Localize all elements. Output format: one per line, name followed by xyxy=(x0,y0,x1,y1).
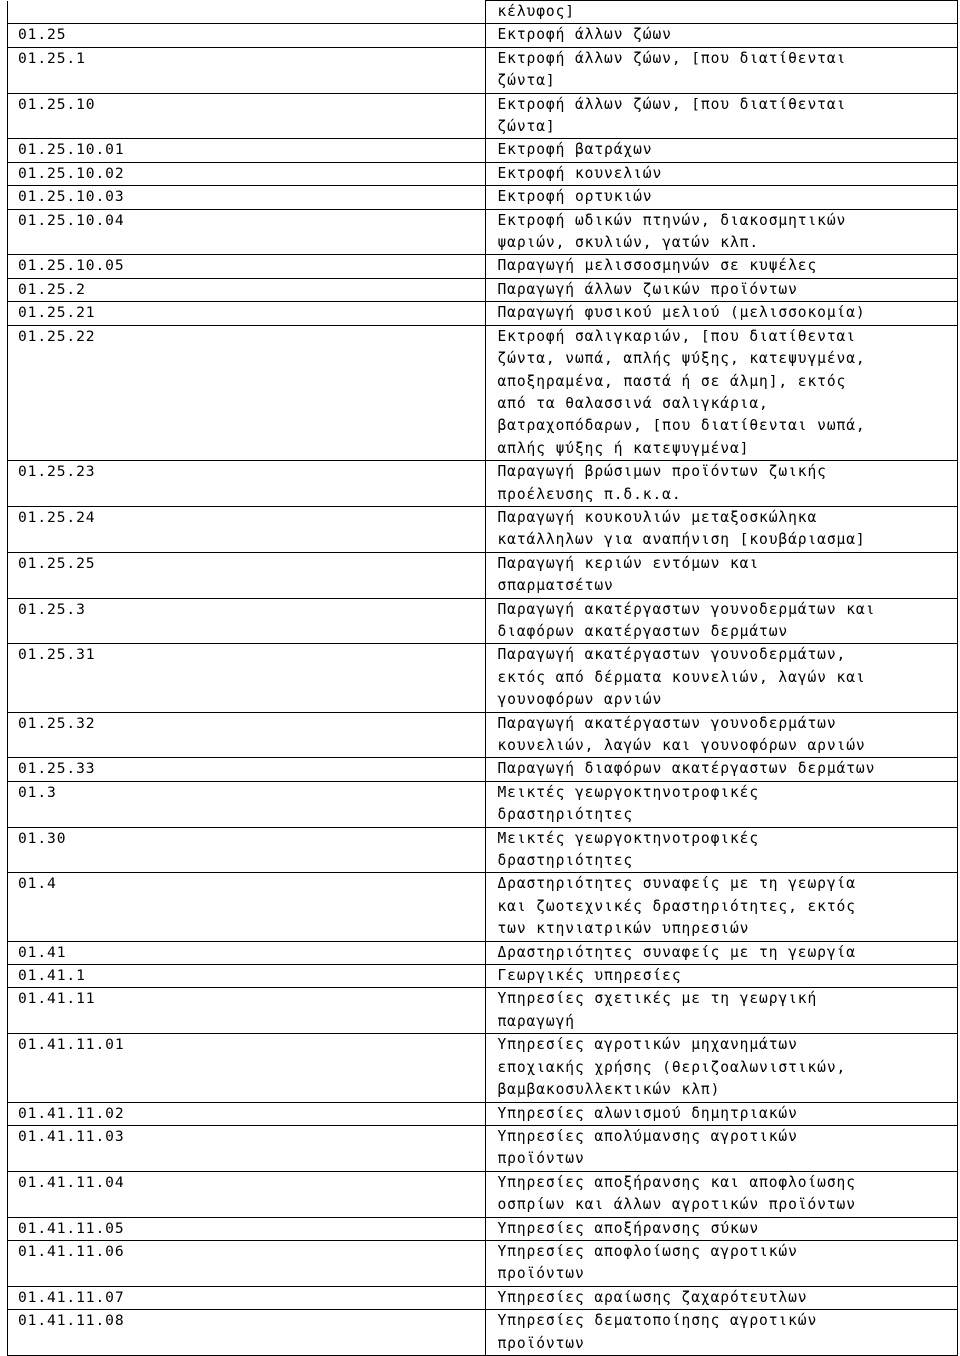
table-row xyxy=(8,209,958,255)
activity-description-cell: Παραγωγή ακατέργαστων γουνοδερμάτων κουνελιών, λαγών και γουνοφόρων αρνιών xyxy=(485,712,958,758)
activity-description-cell: Παραγωγή βρώσιμων προϊόντων ζωικής προέλευσης π.δ.κ.α. xyxy=(485,461,958,507)
activity-description-cell: Εκτροφή άλλων ζώων, [που διατίθενται ζώντα] xyxy=(485,47,958,93)
table-row xyxy=(8,93,958,139)
table-row xyxy=(8,1125,958,1171)
table-row xyxy=(8,827,958,873)
activity-description-cell: Υπηρεσίες δεματοποίησης αγροτικών προϊόντων xyxy=(485,1310,958,1356)
activity-code-cell: 01.41.11 xyxy=(8,988,486,1034)
table-row xyxy=(8,1217,958,1240)
activity-code-cell: 01.25.10.03 xyxy=(8,186,486,209)
activity-code-cell: 01.25.32 xyxy=(8,712,486,758)
table-row xyxy=(8,988,958,1034)
activity-code-cell: 01.41.11.05 xyxy=(8,1217,486,1240)
activity-description-cell: Παραγωγή ακατέργαστων γουνοδερμάτων, εκτός από δέρματα κουνελιών, λαγών και γουνοφόρων αρνιών xyxy=(485,644,958,712)
activity-code-cell: 01.25.21 xyxy=(8,302,486,325)
table-row xyxy=(8,873,958,941)
activity-code-cell xyxy=(8,1,486,24)
table-row xyxy=(8,712,958,758)
activity-description-cell: Μεικτές γεωργοκτηνοτροφικές δραστηριότητες xyxy=(485,827,958,873)
table-row xyxy=(8,24,958,47)
activity-code-table xyxy=(7,0,958,1356)
activity-description-cell: Υπηρεσίες αποφλοίωσης αγροτικών προϊόντων xyxy=(485,1240,958,1286)
activity-code-cell: 01.25.10.05 xyxy=(8,255,486,278)
activity-code-cell: 01.25.24 xyxy=(8,506,486,552)
activity-code-cell: 01.3 xyxy=(8,781,486,827)
activity-description-cell: Παραγωγή κουκουλιών μεταξοσκώληκα κατάλληλων για αναπήνιση [κουβάριασμα] xyxy=(485,506,958,552)
activity-description-cell: Παραγωγή μελισσοσμηνών σε κυψέλες xyxy=(485,255,958,278)
activity-code-cell: 01.4 xyxy=(8,873,486,941)
activity-description-cell: Εκτροφή ορτυκιών xyxy=(485,186,958,209)
activity-code-cell: 01.25.33 xyxy=(8,758,486,781)
activity-description-cell: Υπηρεσίες σχετικές με τη γεωργική παραγωγή xyxy=(485,988,958,1034)
activity-code-cell: 01.25.2 xyxy=(8,278,486,301)
activity-code-cell: 01.25.1 xyxy=(8,47,486,93)
activity-code-cell: 01.41.11.01 xyxy=(8,1034,486,1102)
activity-code-cell: 01.25.3 xyxy=(8,598,486,644)
table-row xyxy=(8,1310,958,1356)
activity-code-cell: 01.30 xyxy=(8,827,486,873)
activity-description-cell: Εκτροφή άλλων ζώων xyxy=(485,24,958,47)
activity-code-cell: 01.41.11.04 xyxy=(8,1171,486,1217)
table-row xyxy=(8,1240,958,1286)
table-row xyxy=(8,255,958,278)
activity-description-cell: Δραστηριότητες συναφείς με τη γεωργία xyxy=(485,941,958,964)
table-row xyxy=(8,965,958,988)
activity-description-cell: Υπηρεσίες αποξήρανσης σύκων xyxy=(485,1217,958,1240)
activity-code-cell: 01.25.10 xyxy=(8,93,486,139)
table-row xyxy=(8,781,958,827)
activity-description-cell: Εκτροφή ωδικών πτηνών, διακοσμητικών ψαριών, σκυλιών, γατών κλπ. xyxy=(485,209,958,255)
activity-description-cell: Εκτροφή άλλων ζώων, [που διατίθενται ζώντα] xyxy=(485,93,958,139)
table-row xyxy=(8,598,958,644)
table-row xyxy=(8,506,958,552)
activity-code-cell: 01.41 xyxy=(8,941,486,964)
table-row xyxy=(8,1286,958,1309)
activity-code-cell: 01.41.11.02 xyxy=(8,1102,486,1125)
activity-description-cell: Εκτροφή βατράχων xyxy=(485,139,958,162)
table-row xyxy=(8,139,958,162)
table-row xyxy=(8,1034,958,1102)
activity-code-cell: 01.41.11.08 xyxy=(8,1310,486,1356)
activity-description-cell: Υπηρεσίες απολύμανσης αγροτικών προϊόντων xyxy=(485,1125,958,1171)
table-row xyxy=(8,1171,958,1217)
activity-description-cell: Εκτροφή σαλιγκαριών, [που διατίθενται ζώντα, νωπά, απλής ψύξης, κατεψυγμένα, αποξηραμένα, παστά ή σε άλμη], εκτός από τα θαλασσινά σαλιγκάρια, βατραχοπόδαρων, [που διατίθενται νωπά, απλής ψύξης ή κατεψυγμένα] xyxy=(485,325,958,460)
activity-code-cell: 01.41.11.06 xyxy=(8,1240,486,1286)
activity-code-cell: 01.25.23 xyxy=(8,461,486,507)
activity-code-cell: 01.41.1 xyxy=(8,965,486,988)
activity-description-cell: Μεικτές γεωργοκτηνοτροφικές δραστηριότητες xyxy=(485,781,958,827)
activity-description-cell: Παραγωγή ακατέργαστων γουνοδερμάτων και διαφόρων ακατέργαστων δερμάτων xyxy=(485,598,958,644)
activity-code-cell: 01.25.22 xyxy=(8,325,486,460)
activity-description-cell: Δραστηριότητες συναφείς με τη γεωργία και ζωοτεχνικές δραστηριότητες, εκτός των κτηνιατρικών υπηρεσιών xyxy=(485,873,958,941)
activity-description-cell: Υπηρεσίες αποξήρανσης και αποφλοίωσης οσπρίων και άλλων αγροτικών προϊόντων xyxy=(485,1171,958,1217)
activity-description-cell: Παραγωγή φυσικού μελιού (μελισσοκομία) xyxy=(485,302,958,325)
table-row xyxy=(8,461,958,507)
activity-description-cell: Υπηρεσίες αλωνισμού δημητριακών xyxy=(485,1102,958,1125)
table-body xyxy=(8,1,958,1356)
table-row xyxy=(8,941,958,964)
activity-code-cell: 01.25 xyxy=(8,24,486,47)
activity-description-cell: Παραγωγή κεριών εντόμων και σπαρματσέτων xyxy=(485,552,958,598)
document-page xyxy=(7,0,958,1356)
table-row xyxy=(8,552,958,598)
table-row xyxy=(8,758,958,781)
table-row xyxy=(8,186,958,209)
activity-description-cell: Γεωργικές υπηρεσίες xyxy=(485,965,958,988)
activity-code-cell: 01.25.31 xyxy=(8,644,486,712)
table-row xyxy=(8,162,958,185)
activity-description-cell: Παραγωγή διαφόρων ακατέργαστων δερμάτων xyxy=(485,758,958,781)
table-row xyxy=(8,47,958,93)
table-row xyxy=(8,278,958,301)
activity-code-cell: 01.41.11.07 xyxy=(8,1286,486,1309)
activity-code-cell: 01.41.11.03 xyxy=(8,1125,486,1171)
activity-code-cell: 01.25.10.01 xyxy=(8,139,486,162)
activity-description-cell: κέλυφος] xyxy=(485,1,958,24)
activity-description-cell: Παραγωγή άλλων ζωικών προϊόντων xyxy=(485,278,958,301)
activity-description-cell: Εκτροφή κουνελιών xyxy=(485,162,958,185)
table-row xyxy=(8,644,958,712)
activity-code-cell: 01.25.10.02 xyxy=(8,162,486,185)
activity-description-cell: Υπηρεσίες αραίωσης ζαχαρότευτλων xyxy=(485,1286,958,1309)
activity-description-cell: Υπηρεσίες αγροτικών μηχανημάτων εποχιακής χρήσης (θεριζοαλωνιστικών, βαμβακοσυλλεκτικών κλπ) xyxy=(485,1034,958,1102)
activity-code-cell: 01.25.10.04 xyxy=(8,209,486,255)
table-row xyxy=(8,1,958,24)
table-row xyxy=(8,302,958,325)
table-row xyxy=(8,325,958,460)
activity-code-cell: 01.25.25 xyxy=(8,552,486,598)
table-row xyxy=(8,1102,958,1125)
